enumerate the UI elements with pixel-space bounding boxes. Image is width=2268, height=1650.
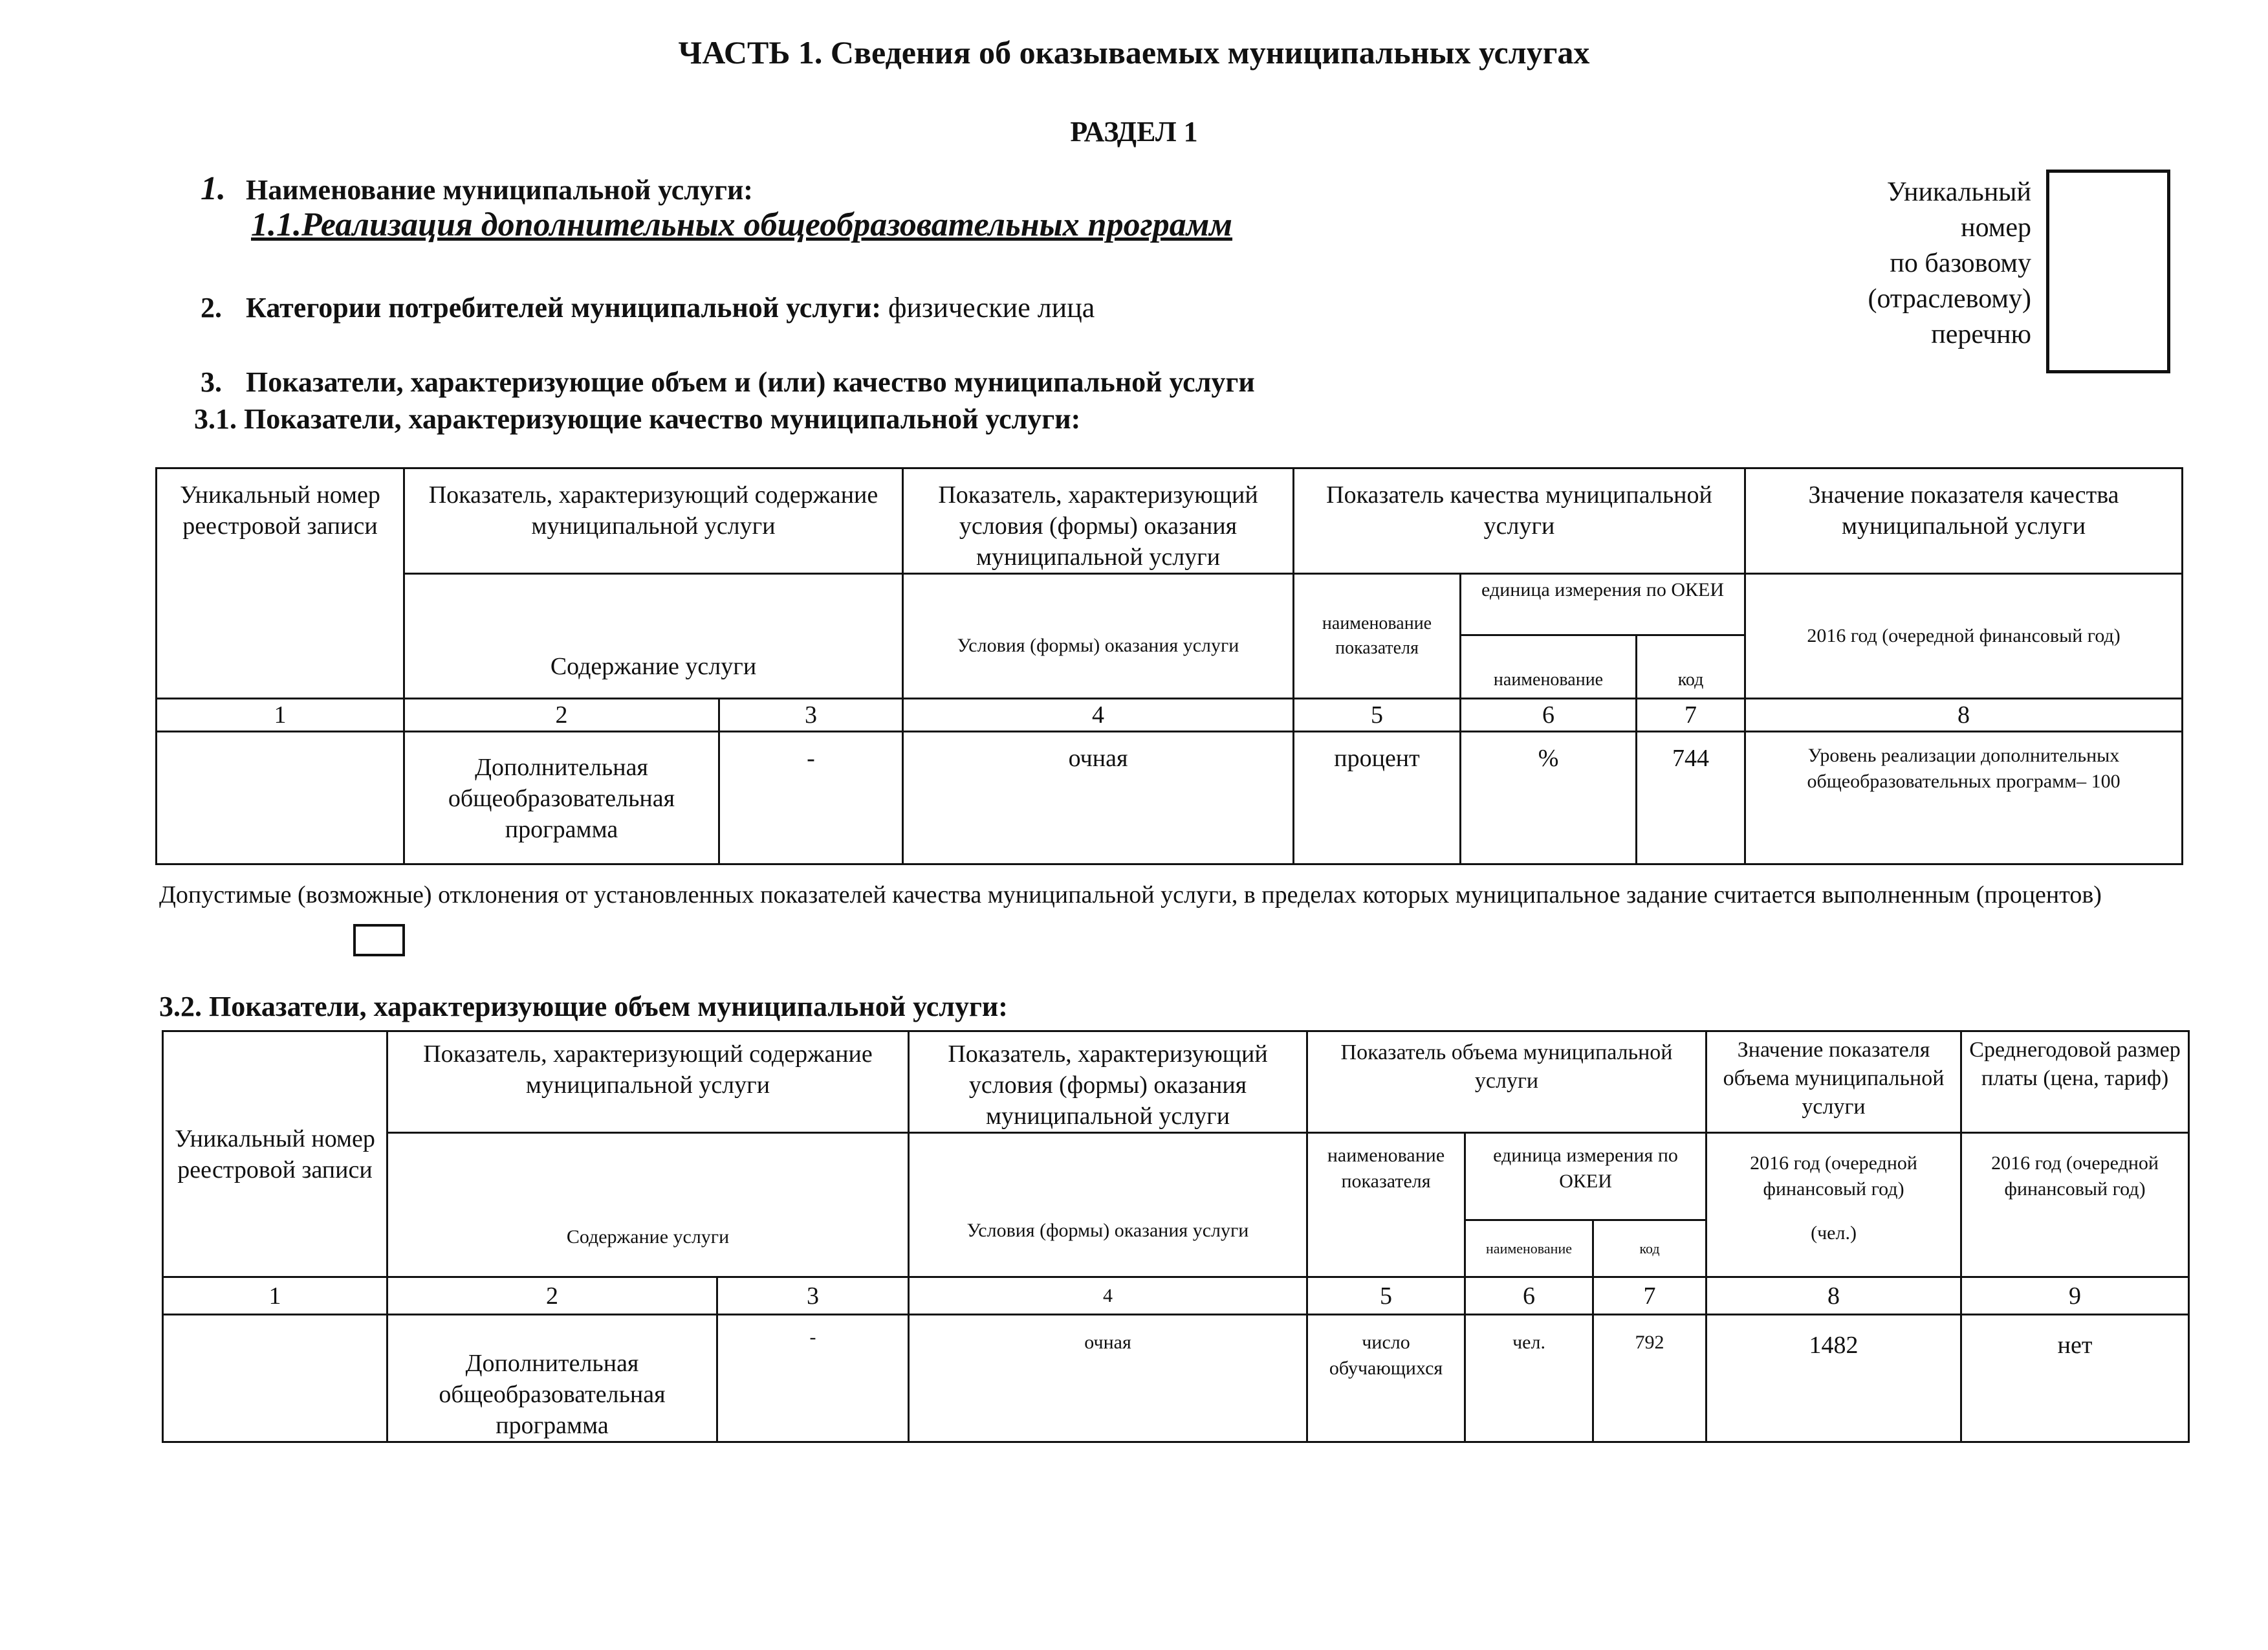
- v-col-number: 2: [387, 1277, 717, 1315]
- q-col-number: 4: [903, 699, 1294, 732]
- q-header-conditions-sub: Условия (формы) оказания услуги: [903, 574, 1294, 699]
- v-cell-reg: [163, 1315, 387, 1442]
- item3-heading: [201, 366, 1255, 399]
- item2-heading: [201, 291, 1095, 324]
- section-title: РАЗДЕЛ 1: [1070, 116, 1198, 148]
- v-col-number: 1: [163, 1277, 387, 1315]
- q-header-reg: Уникальный номер реестровой записи: [157, 468, 404, 699]
- q-cell-unit-name: %: [1461, 732, 1637, 864]
- q-header-conditions: Показатель, характеризующий условия (формы) оказания муниципальной услуги: [903, 468, 1294, 574]
- v-cell-unit-code: 792: [1593, 1315, 1706, 1442]
- q-header-unit-name: наименование: [1461, 635, 1637, 699]
- item3-number: 3.: [201, 366, 222, 398]
- item31-heading: 3.1. Показатели, характеризующие качество муниципальной услуги:: [194, 403, 1081, 435]
- deviation-input-box[interactable]: [353, 924, 405, 956]
- q-cell-ind-name: процент: [1294, 732, 1461, 864]
- v-col-number: 4: [909, 1277, 1307, 1315]
- v-cell-ind-name: число обучающихся: [1307, 1315, 1465, 1442]
- v-col-number: 3: [717, 1277, 909, 1315]
- q-cell-reg: [157, 732, 404, 864]
- q-cell-content2: -: [719, 732, 903, 864]
- v-header-unit: единица измерения по ОКЕИ: [1465, 1133, 1706, 1220]
- q-col-number: 6: [1461, 699, 1637, 732]
- q-col-number: 3: [719, 699, 903, 732]
- q-header-unit-code: код: [1637, 635, 1745, 699]
- v-col-number: 6: [1465, 1277, 1593, 1315]
- v-header-year-value: 2016 год (очередной финансовый год) (чел.): [1706, 1133, 1961, 1277]
- item3-label: Показатели, характеризующие объем и (или) качество муниципальной услуги: [246, 366, 1255, 398]
- v-header-year-fee: 2016 год (очередной финансовый год): [1961, 1133, 2189, 1277]
- v-header-content: Показатель, характеризующий содержание муниципальной услуги: [387, 1031, 909, 1133]
- v-header-reg: Уникальный номер реестровой записи: [163, 1031, 387, 1277]
- table-row: [163, 1315, 2189, 1442]
- v-cell-fee: нет: [1961, 1315, 2189, 1442]
- v-header-ind-name: наименование показателя: [1307, 1133, 1465, 1277]
- q-cell-unit-code: 744: [1637, 732, 1745, 864]
- v-header-unit-name: наименование: [1465, 1220, 1593, 1277]
- table-row: [157, 732, 2183, 864]
- unique-number-label: Уникальный номер по базовому (отраслевому) перечню: [1868, 177, 2031, 349]
- q-cell-conditions: очная: [903, 732, 1294, 864]
- service-name: 1.1.Реализация дополнительных общеобразовательных программ: [251, 206, 1233, 243]
- v-header-year-unit: (чел.): [1811, 1222, 1857, 1244]
- consumer-category: физические лица: [888, 292, 1095, 324]
- item2-label: Категории потребителей муниципальной услуги:: [246, 292, 881, 324]
- q-header-content: Показатель, характеризующий содержание муниципальной услуги: [404, 468, 903, 574]
- q-col-number: 5: [1294, 699, 1461, 732]
- v-header-conditions-sub: Условия (формы) оказания услуги: [909, 1133, 1307, 1277]
- v-header-indicator: Показатель объема муниципальной услуги: [1307, 1031, 1706, 1133]
- v-cell-content: Дополнительная общеобразовательная программа: [387, 1315, 717, 1442]
- q-header-content-sub: Содержание услуги: [404, 574, 903, 699]
- q-header-indicator: Показатель качества муниципальной услуги: [1294, 468, 1745, 574]
- v-col-number: 7: [1593, 1277, 1706, 1315]
- v-header-value: Значение показателя объема муниципальной услуги: [1706, 1031, 1961, 1133]
- v-cell-unit-name: чел.: [1465, 1315, 1593, 1442]
- v-col-number: 5: [1307, 1277, 1465, 1315]
- quality-table: [155, 467, 2183, 865]
- volume-table: [162, 1030, 2190, 1443]
- q-col-number: 7: [1637, 699, 1745, 732]
- part-title: ЧАСТЬ 1. Сведения об оказываемых муниципальных услугах: [678, 34, 1590, 71]
- item1-heading: [201, 170, 753, 208]
- v-cell-value: 1482: [1706, 1315, 1961, 1442]
- v-cell-conditions: очная: [909, 1315, 1307, 1442]
- item32-heading: 3.2. Показатели, характеризующие объем муниципальной услуги:: [159, 991, 1008, 1022]
- v-header-fee: Среднегодовой размер платы (цена, тариф): [1961, 1031, 2189, 1133]
- q-col-number: 1: [157, 699, 404, 732]
- q-col-number: 8: [1745, 699, 2183, 732]
- v-header-unit-code: код: [1593, 1220, 1706, 1277]
- v-header-content-sub: Содержание услуги: [387, 1133, 909, 1277]
- q-cell-content: Дополнительная общеобразовательная программа: [404, 732, 719, 864]
- item1-label: Наименование муниципальной услуги:: [246, 174, 753, 206]
- v-header-conditions: Показатель, характеризующий условия (формы) оказания муниципальной услуги: [909, 1031, 1307, 1133]
- q-header-year: 2016 год (очередной финансовый год): [1745, 574, 2183, 699]
- v-cell-content2: -: [717, 1315, 909, 1442]
- q-header-ind-name: наименование показателя: [1294, 574, 1461, 699]
- item2-number: 2.: [201, 292, 222, 324]
- deviation-note: Допустимые (возможные) отклонения от установленных показателей качества муниципальной услуги, в пределах которых муниципальное задание считается выполненным (процентов): [159, 881, 2102, 908]
- item1-number: 1.: [201, 170, 226, 207]
- q-header-value: Значение показателя качества муниципальной услуги: [1745, 468, 2183, 574]
- q-header-unit: единица измерения по ОКЕИ: [1461, 574, 1745, 635]
- v-col-number: 8: [1706, 1277, 1961, 1315]
- v-col-number: 9: [1961, 1277, 2189, 1315]
- unique-number-box[interactable]: [2046, 170, 2170, 373]
- q-col-number: 2: [404, 699, 719, 732]
- q-cell-value: Уровень реализации дополнительных общеобразовательных программ– 100: [1745, 732, 2183, 864]
